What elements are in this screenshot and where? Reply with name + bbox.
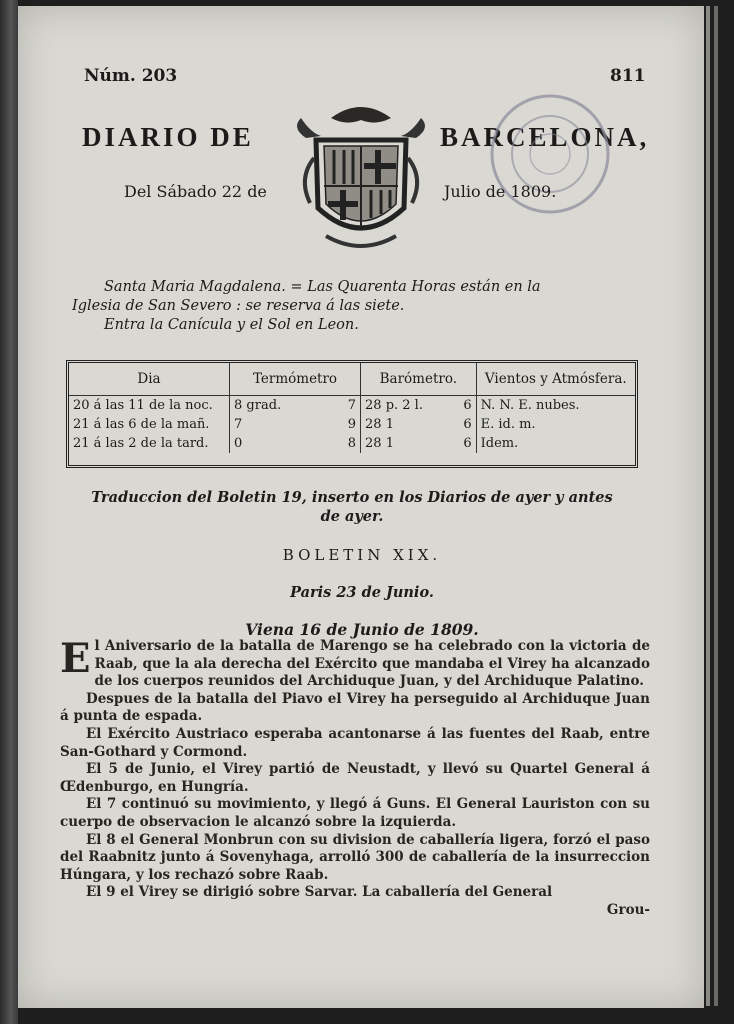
table-cell: 6 [463, 436, 472, 451]
table-row [69, 396, 635, 416]
page-edge [706, 6, 710, 1006]
table-cell: 7 [230, 415, 331, 434]
table-row [69, 415, 635, 434]
table-cell: 20 á las 11 de la noc. [73, 398, 213, 413]
column-header-vientos: Vientos y Atmósfera. [476, 363, 635, 396]
column-header-barometro: Barómetro. [361, 363, 477, 396]
saint-notice-line-3: Entra la Canícula y el Sol en Leon. [104, 317, 359, 333]
newspaper-page [18, 6, 704, 1008]
masthead-left: DIARIO DE [82, 122, 254, 152]
date-left: Del Sábado 22 de [124, 182, 267, 201]
translation-note: Traduccion del Boletin 19, inserto en los Diarios de ayer y antes de ayer. [91, 489, 613, 525]
article-paragraph: El 5 de Junio, el Virey partió de Neustadt, y llevó su Quartel General á Œdenburgo, en Hungría. [60, 761, 650, 795]
column-header-dia: Dia [69, 363, 230, 396]
article-paragraph: El 9 el Virey se dirigió sobre Sarvar. La caballería del General [86, 884, 553, 901]
bulletin-title: BOLETIN XIX. [282, 546, 442, 564]
table-cell: 21 á las 6 de la mañ. [73, 417, 210, 432]
article-paragraph: El 8 el General Monbrun con su division de caballería ligera, forzó el paso del Raabnitz junto á Sovenyhaga, arrolló 300 de caballería de la insurreccion Húngara, y los rechazó sobre Raab. [60, 831, 650, 883]
table-cell: 7 [347, 398, 357, 413]
table-cell: 0 [230, 434, 331, 453]
table-cell: 6 [463, 398, 472, 413]
article-body [60, 635, 650, 920]
table-cell: 28 1 [361, 415, 453, 434]
article-paragraph: El Aniversario de la batalla de Marengo se ha celebrado con la victoria de Raab, que la ala derecha del Exército que mandaba el Virey ha alcanzado de los cuerpos reunidos del Archiduque Juan, y del Archiduque Palatino. [60, 635, 650, 690]
table-row [69, 434, 635, 453]
article-paragraph: Despues de la batalla del Piavo el Virey ha perseguido al Archiduque Juan á punta de espada. [60, 690, 650, 725]
page-number: 811 [610, 66, 646, 86]
article-paragraph: El 7 continuó su movimiento, y llegó á Guns. El General Lauriston con su cuerpo de observacion le alcanzó sobre la izquierda. [60, 796, 650, 830]
masthead-right: BARCELONA, [440, 122, 650, 152]
table-cell: E. id. m. [476, 415, 635, 434]
table-cell: 6 [463, 417, 472, 432]
catchword: Grou- [606, 901, 650, 918]
weather-table-header [69, 363, 635, 396]
date-right: Julio de 1809. [444, 182, 557, 201]
table-cell: N. N. E. nubes. [476, 396, 635, 416]
table-cell: 8 [347, 436, 357, 451]
saint-notice-line-1: Santa Maria Magdalena. = Las Quarenta Horas están en la [104, 279, 541, 295]
table-cell: 28 p. 2 l. [361, 396, 453, 416]
issue-number: Núm. 203 [84, 66, 178, 86]
article-paragraph: El Exército Austriaco esperaba acantonarse á las fuentes del Raab, entre San-Gothard y Cormond. [60, 725, 650, 760]
saint-notice-line-2: Iglesia de San Severo : se reserva á las siete. [72, 298, 405, 314]
book-binding [0, 0, 18, 1024]
table-cell: 8 grad. [230, 396, 331, 416]
dateline-paris: Paris 23 de Junio. [290, 584, 434, 601]
drop-cap: E [60, 635, 91, 682]
barcelona-coat-of-arms [286, 98, 436, 258]
table-cell: 28 1 [361, 434, 453, 453]
saint-notice [72, 278, 644, 335]
page-edge [714, 6, 718, 1006]
table-cell: 21 á las 2 de la tard. [73, 436, 209, 451]
table-cell: Idem. [476, 434, 635, 453]
dateline-viena: Viena 16 de Junio de 1809. [245, 620, 479, 639]
weather-table [66, 360, 638, 468]
column-header-termometro: Termómetro [230, 363, 361, 396]
table-cell: 9 [347, 417, 357, 432]
